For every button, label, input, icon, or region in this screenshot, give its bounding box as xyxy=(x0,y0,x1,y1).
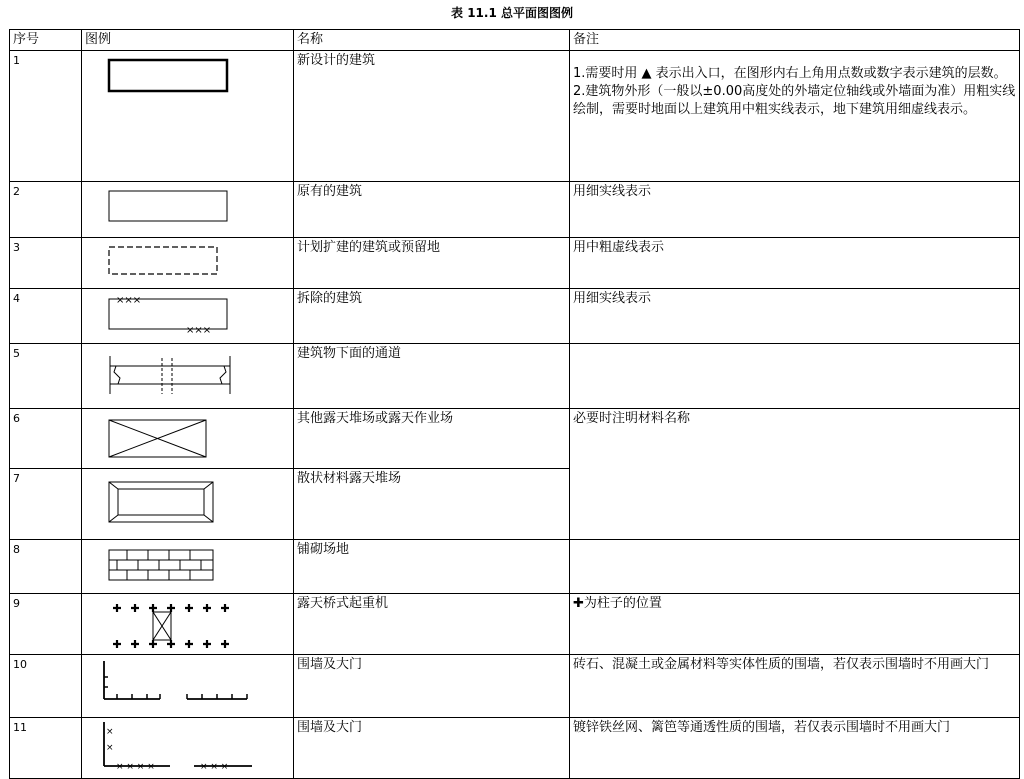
passage-under-building-icon xyxy=(82,344,293,408)
existing-building-icon xyxy=(82,182,293,237)
row-num: 9 xyxy=(10,594,82,655)
table-row xyxy=(10,655,1020,718)
row-name: 原有的建筑 xyxy=(294,182,570,238)
row-num: 4 xyxy=(10,289,82,344)
row-remark: 用细实线表示 xyxy=(570,182,1020,238)
legend-cell xyxy=(82,718,294,779)
header-legend: 图例 xyxy=(82,30,294,51)
row-name: 围墙及大门 xyxy=(294,655,570,718)
row-name: 计划扩建的建筑或预留地 xyxy=(294,238,570,289)
fence-wall-gate-icon xyxy=(82,718,293,778)
row-name: 围墙及大门 xyxy=(294,718,570,779)
legend-cell xyxy=(82,409,294,469)
row-name: 新设计的建筑 xyxy=(294,51,570,182)
legend-cell xyxy=(82,51,294,182)
svg-text:× × × ×: × × × × xyxy=(116,762,155,772)
row-name: 散状材料露天堆场 xyxy=(294,469,570,540)
row-num: 5 xyxy=(10,344,82,409)
solid-wall-gate-icon xyxy=(82,655,293,717)
row-remark xyxy=(570,344,1020,409)
row-remark: 镀锌铁丝网、篱笆等通透性质的围墙，若仅表示围墙时不用画大门 xyxy=(570,718,1020,779)
row-remark: 砖石、混凝土或金属材料等实体性质的围墙，若仅表示围墙时不用画大门 xyxy=(570,655,1020,718)
row-name: 露天桥式起重机 xyxy=(294,594,570,655)
svg-text:×××: ××× xyxy=(186,325,212,336)
table-header-row xyxy=(10,30,1020,51)
header-remark: 备注 xyxy=(570,30,1020,51)
row-num: 6 xyxy=(10,409,82,469)
open-storage-yard-icon xyxy=(82,409,293,468)
header-num: 序号 xyxy=(10,30,82,51)
table-row xyxy=(10,51,1020,182)
table-row xyxy=(10,409,1020,469)
row-num: 3 xyxy=(10,238,82,289)
row-remark: ✚为柱子的位置 xyxy=(570,594,1020,655)
row-remark: 用细实线表示 xyxy=(570,289,1020,344)
table-row xyxy=(10,594,1020,655)
table-row xyxy=(10,289,1020,344)
row-name: 拆除的建筑 xyxy=(294,289,570,344)
row-remark: 1.需要时用 ▲ 表示出入口，在图形内右上角用点数或数字表示建筑的层数。 2.建筑物外形（一般以±0.00高度处的外墙定位轴线或外墙面为准）用粗实线绘制，需要时地面以上建筑用中粗实线表示，地下建筑用细虚线表示。 xyxy=(570,51,1020,182)
bridge-crane-icon xyxy=(82,594,293,654)
row-name: 建筑物下面的通道 xyxy=(294,344,570,409)
svg-text:×: × xyxy=(106,743,114,753)
svg-text:×: × xyxy=(106,727,114,737)
svg-text:×××: ××× xyxy=(116,295,142,306)
row-num: 2 xyxy=(10,182,82,238)
table-title: 表 11.1 总平面图图例 xyxy=(451,6,573,20)
table-row xyxy=(10,238,1020,289)
row-name: 铺砌场地 xyxy=(294,540,570,594)
legend-cell xyxy=(82,182,294,238)
legend-cell xyxy=(82,594,294,655)
table-row xyxy=(10,540,1020,594)
legend-cell xyxy=(82,655,294,718)
legend-cell xyxy=(82,289,294,344)
legend-cell xyxy=(82,238,294,289)
row-name: 其他露天堆场或露天作业场 xyxy=(294,409,570,469)
legend-cell xyxy=(82,469,294,540)
legend-cell xyxy=(82,344,294,409)
row-num: 8 xyxy=(10,540,82,594)
row-remark xyxy=(570,540,1020,594)
svg-text:× × ×: × × × xyxy=(200,762,229,772)
row-remark: 用中粗虚线表示 xyxy=(570,238,1020,289)
row-num: 11 xyxy=(10,718,82,779)
paved-ground-icon xyxy=(82,540,293,593)
row-num: 1 xyxy=(10,51,82,182)
row-num: 7 xyxy=(10,469,82,540)
table-row xyxy=(10,182,1020,238)
header-name: 名称 xyxy=(294,30,570,51)
table-row xyxy=(10,344,1020,409)
table-row xyxy=(10,718,1020,779)
row-num: 10 xyxy=(10,655,82,718)
bulk-material-yard-icon xyxy=(82,469,293,539)
new-building-icon xyxy=(82,51,293,181)
planned-building-icon xyxy=(82,238,293,288)
demolished-building-icon xyxy=(82,289,293,343)
row-remark: 必要时注明材料名称 xyxy=(570,409,1020,540)
legend-cell xyxy=(82,540,294,594)
legend-table xyxy=(9,29,1020,779)
